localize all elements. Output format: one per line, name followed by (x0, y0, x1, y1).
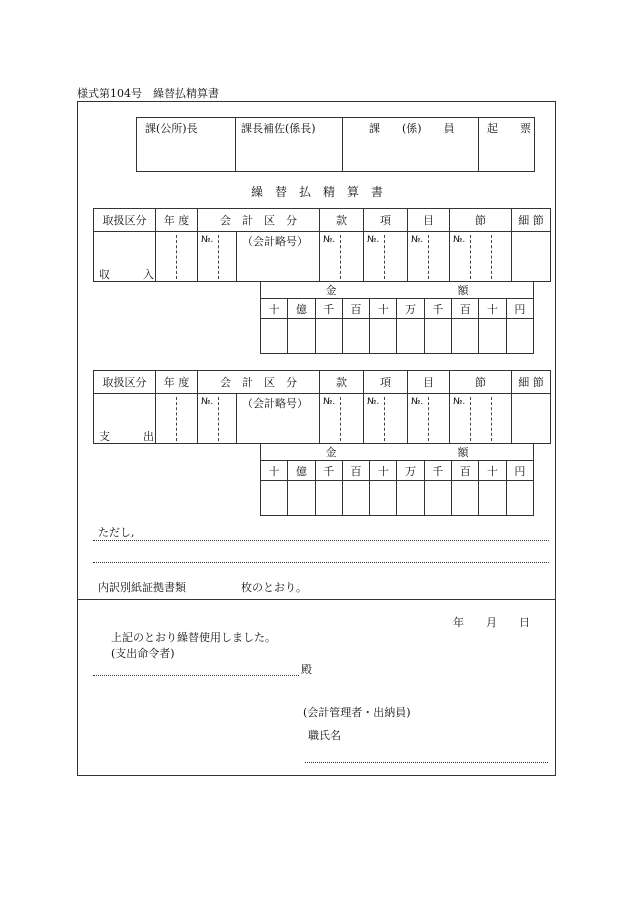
approval-cell-staff (343, 118, 479, 172)
expense-table (93, 370, 551, 444)
income-amount-header (261, 282, 534, 299)
digit-label: 十 (487, 465, 499, 478)
kou-divider (384, 397, 385, 441)
number-mark: №. (411, 397, 424, 407)
approval-label: 起 票 (487, 122, 531, 135)
header-label: 節 (475, 376, 486, 389)
approval-label: 課長補佐(係長) (241, 122, 316, 135)
digit-cell (261, 299, 288, 319)
tadashi-line-2[interactable] (93, 562, 549, 563)
digit-cell (424, 461, 451, 481)
kan-divider (340, 235, 341, 279)
expense-header-saisetsu (512, 371, 551, 394)
tadashi-label: ただし, (98, 526, 135, 539)
income-setsu-cell[interactable] (450, 232, 512, 282)
amount-input-cell[interactable] (452, 481, 479, 516)
number-mark: №. (367, 397, 380, 407)
orderer-label: (支出命令者) (111, 647, 175, 660)
digit-label: 十 (268, 465, 280, 478)
amount-input-cell[interactable] (424, 319, 451, 354)
header-label: 目 (423, 214, 434, 227)
account-abbr-label: （会計略号） (242, 235, 308, 248)
moku-divider (428, 235, 429, 279)
year-divider (176, 235, 177, 279)
digit-label: 十 (377, 465, 389, 478)
digit-label: 百 (459, 303, 471, 316)
header-label: 取扱区分 (102, 376, 147, 389)
number-mark: №. (323, 235, 336, 245)
number-mark: №. (367, 235, 380, 245)
account-divider (218, 235, 219, 279)
income-header-year (156, 209, 198, 232)
income-table (93, 208, 551, 282)
breakdown-suffix: 枚のとおり。 (241, 581, 307, 594)
accountant-label: (会計管理者・出納員) (303, 706, 411, 719)
digit-cell (397, 461, 424, 481)
income-amount-table (260, 281, 534, 354)
income-account-cell[interactable] (198, 232, 320, 282)
approval-label: 課 (係) 員 (369, 122, 455, 135)
digit-cell (479, 461, 506, 481)
amount-input-cell[interactable] (370, 481, 397, 516)
approval-table (136, 117, 535, 172)
approval-cell-drafter (479, 118, 535, 172)
income-label: 収 入 (99, 268, 154, 281)
kou-divider (384, 235, 385, 279)
amount-input-cell[interactable] (479, 481, 506, 516)
setsu-divider (470, 397, 471, 441)
breakdown-label: 内訳別紙証拠書類 (98, 581, 186, 594)
section-divider (77, 599, 556, 600)
digit-label: 万 (405, 303, 417, 316)
digit-cell (424, 299, 451, 319)
amount-label: 金 額 (325, 284, 469, 297)
number-mark: №. (453, 397, 466, 407)
header-label: 年 度 (163, 376, 190, 389)
amount-input-cell[interactable] (261, 481, 288, 516)
expense-label: 支 出 (99, 430, 154, 443)
digit-cell (506, 299, 533, 319)
header-label: 項 (380, 376, 391, 389)
digit-label: 百 (350, 303, 362, 316)
income-header-category (94, 209, 156, 232)
income-year-cell[interactable] (156, 232, 198, 282)
digit-label: 十 (487, 303, 499, 316)
digit-label: 千 (432, 303, 444, 316)
amount-input-cell[interactable] (397, 319, 424, 354)
setsu-divider (470, 235, 471, 279)
header-label: 項 (380, 214, 391, 227)
number-mark: №. (201, 397, 214, 407)
header-label: 細 節 (518, 214, 544, 227)
expense-kou-cell[interactable] (364, 394, 408, 444)
number-mark: №. (323, 397, 336, 407)
digit-label: 十 (377, 303, 389, 316)
digit-cell (315, 461, 342, 481)
expense-header-account (198, 371, 320, 394)
amount-input-cell[interactable] (397, 481, 424, 516)
amount-input-cell[interactable] (506, 481, 533, 516)
digit-cell (342, 299, 369, 319)
approval-cell-assistant-chief (236, 118, 343, 172)
header-label: 目 (423, 376, 434, 389)
header-label: 節 (475, 214, 486, 227)
expense-header-kou (364, 371, 408, 394)
amount-input-cell[interactable] (315, 481, 342, 516)
setsu-divider (491, 235, 492, 279)
amount-input-cell[interactable] (288, 319, 315, 354)
moku-divider (428, 397, 429, 441)
digit-label: 十 (268, 303, 280, 316)
number-mark: №. (453, 235, 466, 245)
amount-input-cell[interactable] (315, 319, 342, 354)
amount-input-cell[interactable] (342, 319, 369, 354)
digit-cell (479, 299, 506, 319)
digit-label: 万 (405, 465, 417, 478)
date-label: 年 月 日 (453, 616, 530, 629)
income-saisetsu-cell[interactable] (512, 232, 551, 282)
digit-cell (288, 299, 315, 319)
expense-moku-cell[interactable] (408, 394, 450, 444)
amount-input-cell[interactable] (479, 319, 506, 354)
tadashi-line[interactable] (93, 540, 549, 541)
account-divider-solid (236, 232, 237, 282)
kan-divider (340, 397, 341, 441)
digit-cell (315, 299, 342, 319)
income-header-moku (408, 209, 450, 232)
approval-label: 課(公所)長 (145, 122, 198, 135)
digit-label: 億 (295, 465, 307, 478)
statement-text: 上記のとおり繰替使用しました。 (111, 631, 276, 644)
header-label: 款 (336, 214, 347, 227)
expense-header-kan (320, 371, 364, 394)
digit-label: 千 (432, 465, 444, 478)
number-mark: №. (411, 235, 424, 245)
expense-category-cell (94, 394, 156, 444)
digit-cell (342, 461, 369, 481)
expense-kan-cell[interactable] (320, 394, 364, 444)
digit-label: 百 (459, 465, 471, 478)
header-label: 款 (336, 376, 347, 389)
header-label: 会 計 区 分 (220, 214, 297, 227)
amount-input-cell[interactable] (342, 481, 369, 516)
orderer-line[interactable] (93, 675, 299, 676)
year-divider (176, 397, 177, 441)
income-kan-cell[interactable] (320, 232, 364, 282)
digit-label: 円 (514, 465, 526, 478)
form-title: 繰 替 払 精 算 書 (251, 185, 384, 199)
income-kou-cell[interactable] (364, 232, 408, 282)
income-header-saisetsu (512, 209, 551, 232)
amount-input-cell[interactable] (452, 319, 479, 354)
name-label: 職氏名 (308, 729, 341, 742)
header-label: 会 計 区 分 (220, 376, 297, 389)
income-header-kan (320, 209, 364, 232)
digit-cell (452, 461, 479, 481)
income-header-account (198, 209, 320, 232)
expense-header-setsu (450, 371, 512, 394)
digit-cell (370, 299, 397, 319)
header-label: 取扱区分 (102, 214, 147, 227)
approval-cell-section-chief (137, 118, 236, 172)
number-mark: №. (201, 235, 214, 245)
expense-setsu-cell[interactable] (450, 394, 512, 444)
amount-input-cell[interactable] (424, 481, 451, 516)
amount-input-cell[interactable] (370, 319, 397, 354)
expense-year-cell[interactable] (156, 394, 198, 444)
form-number: 様式第104号 繰替払精算書 (77, 87, 219, 100)
amount-input-cell[interactable] (261, 319, 288, 354)
expense-amount-header (261, 444, 534, 461)
expense-header-moku (408, 371, 450, 394)
digit-cell (452, 299, 479, 319)
digit-cell (288, 461, 315, 481)
account-abbr-label: （会計略号） (242, 397, 308, 410)
account-divider (218, 397, 219, 441)
expense-account-cell[interactable] (198, 394, 320, 444)
amount-label: 金 額 (325, 446, 469, 459)
digit-label: 千 (323, 465, 335, 478)
name-line[interactable] (305, 762, 548, 763)
digit-label: 円 (514, 303, 526, 316)
digit-cell (397, 299, 424, 319)
digit-label: 百 (350, 465, 362, 478)
digit-label: 千 (323, 303, 335, 316)
header-label: 年 度 (163, 214, 190, 227)
digit-label: 億 (295, 303, 307, 316)
header-label: 細 節 (518, 376, 544, 389)
expense-header-category (94, 371, 156, 394)
setsu-divider (491, 397, 492, 441)
digit-cell (506, 461, 533, 481)
account-divider-solid (236, 394, 237, 444)
honorific-label: 殿 (301, 663, 312, 676)
income-moku-cell[interactable] (408, 232, 450, 282)
amount-input-cell[interactable] (288, 481, 315, 516)
income-header-kou (364, 209, 408, 232)
income-header-setsu (450, 209, 512, 232)
income-category-cell (94, 232, 156, 282)
digit-cell (261, 461, 288, 481)
expense-header-year (156, 371, 198, 394)
digit-cell (370, 461, 397, 481)
expense-amount-table (260, 443, 534, 516)
amount-input-cell[interactable] (506, 319, 533, 354)
expense-saisetsu-cell[interactable] (512, 394, 551, 444)
